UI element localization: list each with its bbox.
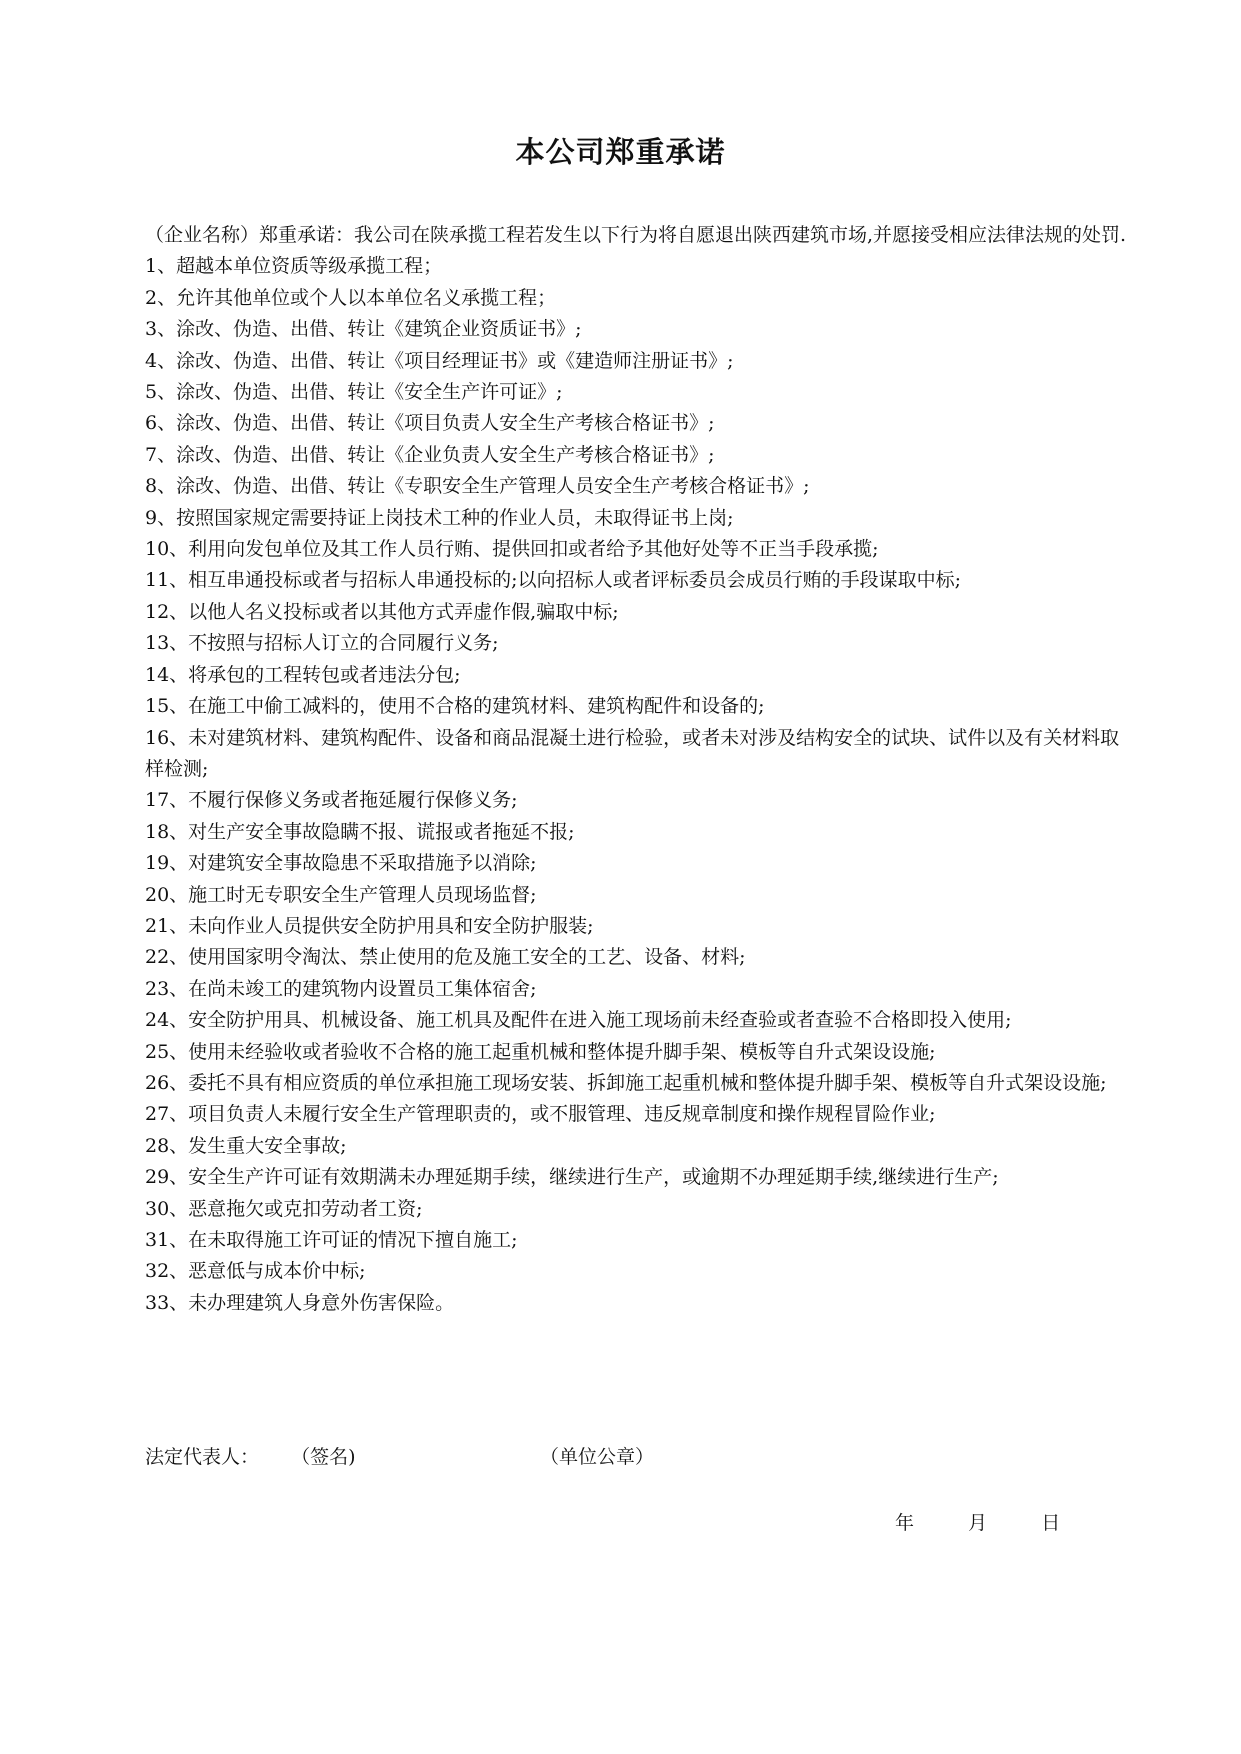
list-item: 15、在施工中偷工减料的，使用不合格的建筑材料、建筑构配件和设备的; [145, 695, 765, 718]
list-item: 9、按照国家规定需要持证上岗技术工种的作业人员，未取得证书上岗; [145, 506, 734, 529]
list-item: 14、将承包的工程转包或者违法分包; [145, 663, 461, 686]
date-line [895, 1508, 1060, 1538]
list-item: 27、项目负责人未履行安全生产管理职责的，或不服管理、违反规章制度和操作规程冒险作业; [145, 1103, 936, 1126]
list-item: 19、对建筑安全事故隐患不采取措施予以消除; [145, 852, 537, 875]
list-item: 7、涂改、伪造、出借、转让《企业负责人安全生产考核合格证书》; [145, 443, 715, 466]
list-item: 26、委托不具有相应资质的单位承担施工现场安装、拆卸施工起重机械和整体提升脚手架、模板等自升式架设设施; [145, 1071, 1107, 1094]
list-item: 13、不按照与招标人订立的合同履行义务; [145, 632, 499, 655]
list-item: 23、在尚未竣工的建筑物内设置员工集体宿舍; [145, 977, 537, 1000]
signature-placeholder: （签名) [291, 1446, 356, 1468]
list-item: 5、涂改、伪造、出借、转让《安全生产许可证》; [145, 381, 563, 404]
signature-line [145, 1442, 356, 1472]
list-item: 12、以他人名义投标或者以其他方式弄虚作假,骗取中标; [145, 600, 619, 623]
list-item: 10、利用向发包单位及其工作人员行贿、提供回扣或者给予其他好处等不正当手段承揽; [145, 538, 879, 561]
list-item: 30、恶意拖欠或克扣劳动者工资; [145, 1197, 423, 1220]
document-title: 本公司郑重承诺 [515, 135, 726, 169]
list-item: 2、允许其他单位或个人以本单位名义承揽工程； [145, 286, 557, 309]
list-item: 21、未向作业人员提供安全防护用具和安全防护服装; [145, 914, 594, 937]
date-month: 月 [968, 1512, 988, 1534]
list-item: 33、未办理建筑人身意外伤害保险。 [145, 1291, 455, 1314]
list-item: 22、使用国家明令淘汰、禁止使用的危及施工安全的工艺、设备、材料; [145, 946, 746, 969]
list-item: 29、安全生产许可证有效期满未办理延期手续，继续进行生产，或逾期不办理延期手续,继续进行生产; [145, 1166, 999, 1189]
commitment-list [145, 251, 1135, 1319]
list-item: 25、使用未经验收或者验收不合格的施工起重机械和整体提升脚手架、模板等自升式架设设施; [145, 1040, 936, 1063]
intro-paragraph: （企业名称）郑重承诺：我公司在陕承揽工程若发生以下行为将自愿退出陕西建筑市场,并愿接受相应法律法规的处罚. [145, 224, 1127, 246]
date-year: 年 [895, 1512, 915, 1534]
legal-representative-label: 法定代表人： [145, 1446, 260, 1468]
list-item: 4、涂改、伪造、出借、转让《项目经理证书》或《建造师注册证书》; [145, 349, 734, 372]
date-day: 日 [1041, 1512, 1061, 1534]
list-item: 32、恶意低与成本价中标; [145, 1260, 366, 1283]
list-item: 24、安全防护用具、机械设备、施工机具及配件在进入施工现场前未经查验或者查验不合格即投入使用; [145, 1009, 1012, 1032]
list-item: 31、在未取得施工许可证的情况下擅自施工; [145, 1229, 518, 1251]
list-item: 3、涂改、伪造、出借、转让《建筑企业资质证书》; [145, 318, 582, 341]
company-seal-placeholder: （单位公章） [540, 1446, 655, 1468]
list-item: 6、涂改、伪造、出借、转让《项目负责人安全生产考核合格证书》; [145, 412, 715, 435]
list-item: 18、对生产安全事故隐瞒不报、谎报或者拖延不报; [145, 820, 575, 843]
list-item: 11、相互串通投标或者与招标人串通投标的;以向招标人或者评标委员会成员行贿的手段谋取中标; [145, 569, 961, 592]
document-body [145, 220, 1135, 1319]
list-item: 20、施工时无专职安全生产管理人员现场监督; [145, 883, 537, 906]
list-item: 16、未对建筑材料、建筑构配件、设备和商品混凝土进行检验，或者未对涉及结构安全的试块、试件以及有关材料取样检测; [145, 726, 1120, 780]
list-item: 8、涂改、伪造、出借、转让《专职安全生产管理人员安全生产考核合格证书》; [145, 475, 810, 498]
list-item: 17、不履行保修义务或者拖延履行保修义务; [145, 789, 518, 812]
list-item: 28、发生重大安全事故; [145, 1134, 347, 1157]
list-item: 1、超越本单位资质等级承揽工程； [145, 255, 443, 278]
